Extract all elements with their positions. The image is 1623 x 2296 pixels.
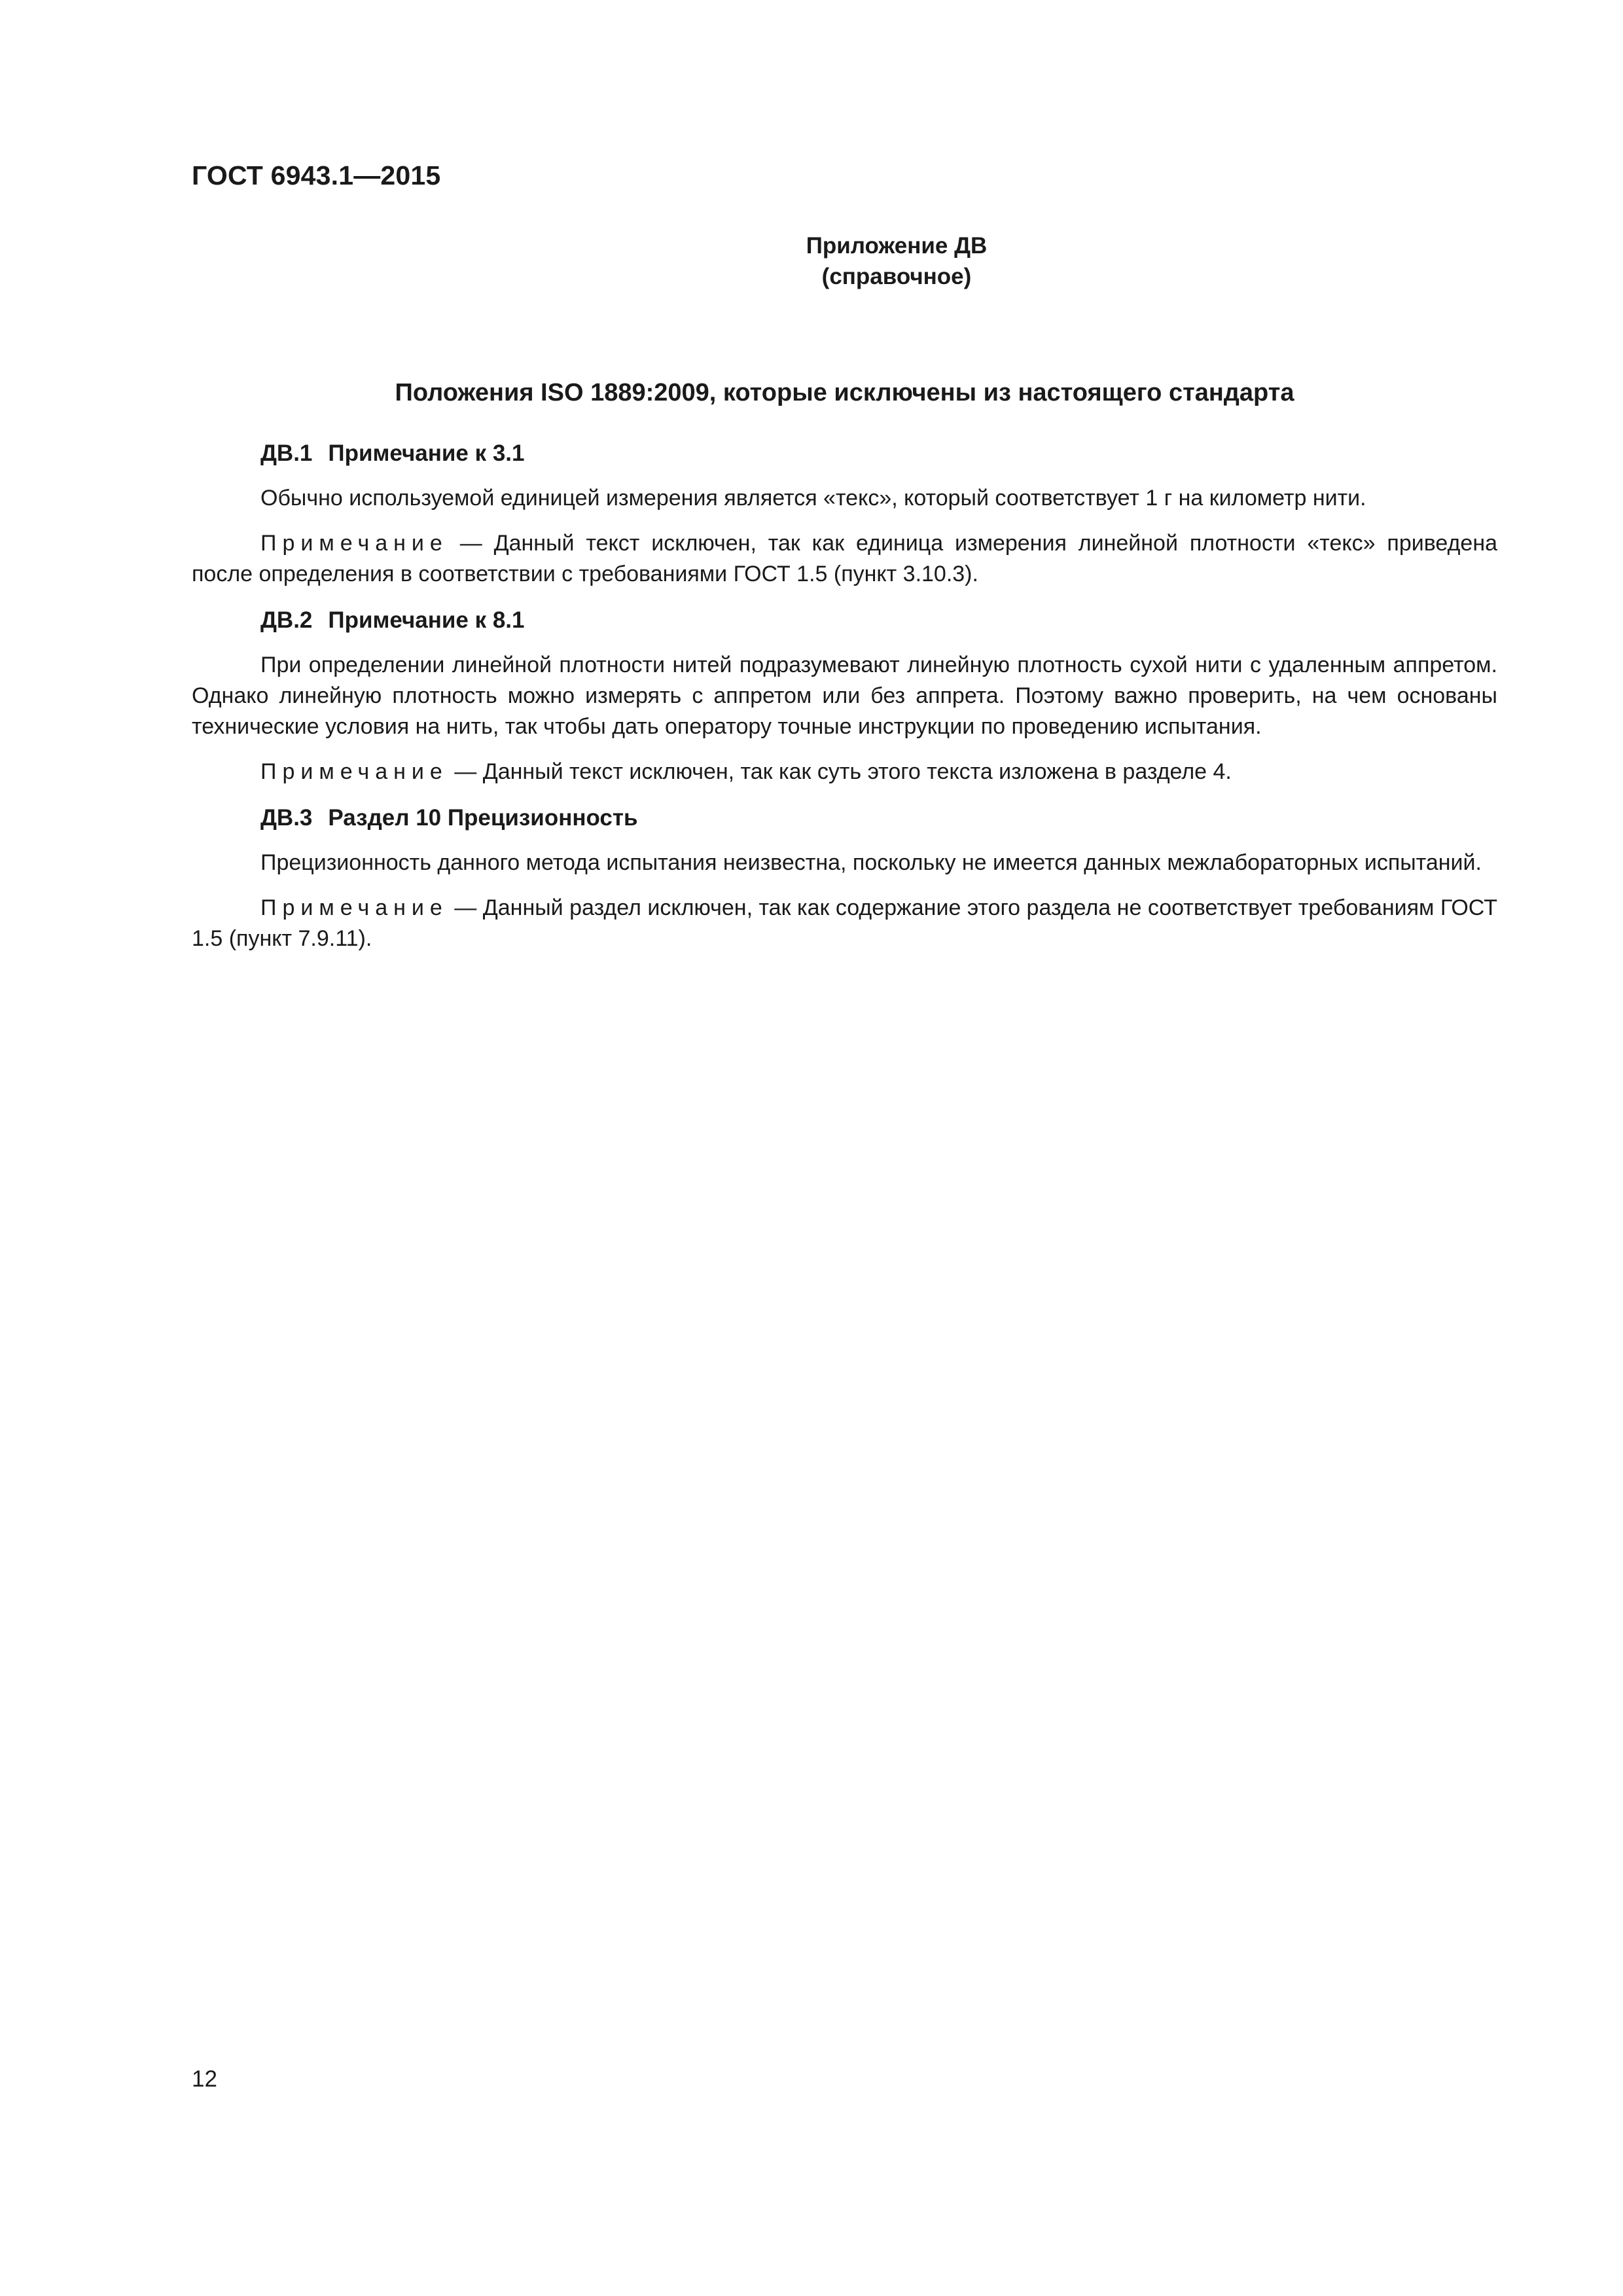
document-code: ГОСТ 6943.1—2015 [192, 160, 441, 190]
section-note [192, 757, 1497, 787]
section-title: Раздел 10 Прецизионность [328, 805, 638, 831]
note-text: — Данный раздел исключен, так как содержание этого раздела не соответствует требованиям ГОСТ 1.5 (пункт 7.9.11). [192, 895, 1497, 951]
note-label: Примечание [260, 531, 448, 556]
section-dv3 [192, 803, 1497, 954]
section-heading [192, 605, 1497, 636]
appendix-title: Приложение ДВ [806, 233, 988, 259]
section-number: ДВ.3 [260, 805, 313, 831]
appendix-type: (справочное) [821, 264, 972, 289]
section-text: Обычно используемой единицей измерения является «текс», который соответствует 1 г на километр нити. [260, 486, 1366, 511]
page-number: 12 [192, 2066, 217, 2092]
section-text: При определении линейной плотности нитей подразумевают линейную плотность сухой нити с удаленным аппретом. Однако линейную плотность можно измерять с аппретом или без аппрета. Поэтому важно проверить, на чем основаны технические условия на нить, так чтобы дать оператору точные инструкции по проведению испытания. [192, 653, 1497, 739]
note-text: — Данный текст исключен, так как суть этого текста изложена в разделе 4. [448, 759, 1232, 784]
section-heading [192, 803, 1497, 833]
section-number: ДВ.2 [260, 607, 313, 633]
section-text: Прецизионность данного метода испытания неизвестна, поскольку не имеется данных межлабораторных испытаний. [260, 850, 1482, 875]
note-label: Примечание [260, 895, 448, 920]
section-note [192, 893, 1497, 954]
section-dv1 [192, 439, 1497, 590]
appendix-heading [713, 230, 1080, 292]
section-number: ДВ.1 [260, 440, 313, 466]
note-label: Примечание [260, 759, 448, 784]
section-dv2 [192, 605, 1497, 787]
section-title: Примечание к 8.1 [328, 607, 525, 633]
document-body [192, 439, 1497, 954]
main-title: Положения ISO 1889:2009, которые исключены из настоящего стандарта [395, 379, 1294, 406]
section-title: Примечание к 3.1 [328, 440, 525, 466]
note-text: — Данный текст исключен, так как единица измерения линейной плотности «текс» приведена после определения в соответствии с требованиями ГОСТ 1.5 (пункт 3.10.3). [192, 531, 1497, 586]
section-heading [192, 439, 1497, 469]
section-note [192, 528, 1497, 590]
